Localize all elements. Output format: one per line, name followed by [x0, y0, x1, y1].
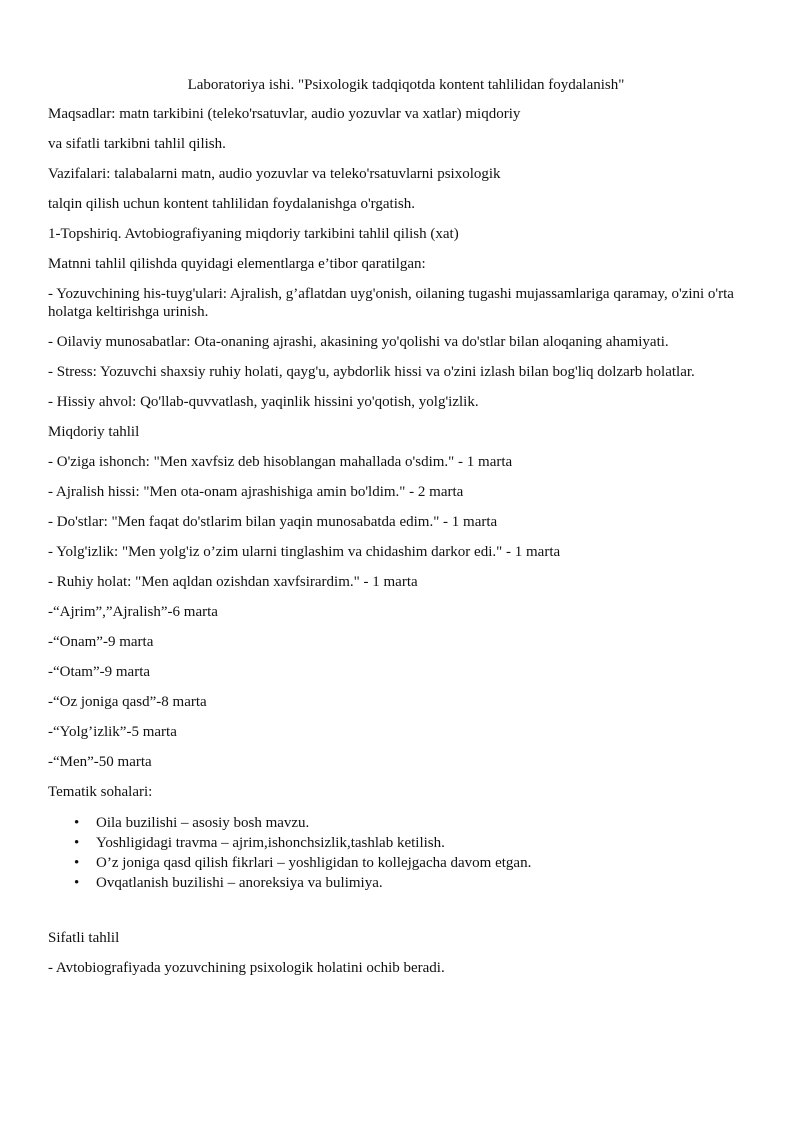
list-item	[48, 873, 764, 893]
list-item	[48, 833, 764, 853]
themes-list	[48, 813, 764, 893]
document-title: Laboratoriya ishi. "Psixologik tadqiqotda kontent tahlilidan foydalanish"	[187, 77, 625, 93]
element-family: - Oilaviy munosabatlar: Ota-onaning ajrashi, akasining yo'qolishi va do'stlar bilan aloqaning ahamiyati.	[48, 334, 669, 350]
quant-item: -“Oz joniga qasd”-8 marta	[48, 694, 207, 710]
tasks-line-2: talqin qilish uchun kontent tahlilidan foydalanishga o'rgatish.	[48, 196, 415, 212]
qual-heading: Sifatli tahlil	[48, 930, 120, 946]
assignment-heading: 1-Topshiriq. Avtobiografiyaning miqdoriy tarkibini tahlil qilish (xat)	[48, 226, 459, 242]
element-emotional-state: - Hissiy ahvol: Qo'llab-quvvatlash, yaqinlik hissini yo'qotish, yolg'izlik.	[48, 394, 479, 410]
element-stress: - Stress: Yozuvchi shaxsiy ruhiy holati, qayg'u, aybdorlik hissi va o'zini izlash bilan bog'liq dolzarb holatlar.	[48, 364, 695, 380]
bullet-icon: •	[74, 835, 80, 851]
goals-line-2: va sifatli tarkibni tahlil qilish.	[48, 136, 226, 152]
quant-item: -“Otam”-9 marta	[48, 664, 151, 680]
list-item	[48, 813, 764, 833]
bullet-icon: •	[74, 855, 80, 871]
quant-item: - O'ziga ishonch: "Men xavfsiz deb hisoblangan mahallada o'sdim." - 1 marta	[48, 454, 513, 470]
quant-item: - Yolg'izlik: "Men yolg'iz o’zim ularni tinglashim va chidashim darkor edi." - 1 marta	[48, 544, 561, 560]
goals-line-1: Maqsadlar: matn tarkibini (teleko'rsatuvlar, audio yozuvlar va xatlar) miqdoriy	[48, 106, 521, 122]
list-item	[48, 853, 764, 873]
quant-item: -“Onam”-9 marta	[48, 634, 154, 650]
theme-text: Yoshligidagi travma – ajrim,ishonchsizlik,tashlab ketilish.	[96, 835, 445, 851]
themes-heading: Tematik sohalari:	[48, 784, 153, 800]
elements-intro: Matnni tahlil qilishda quyidagi elementlarga e’tibor qaratilgan:	[48, 256, 426, 272]
quant-item: -“Men”-50 marta	[48, 754, 152, 770]
qual-item: - Avtobiografiyada yozuvchining psixologik holatini ochib beradi.	[48, 960, 445, 976]
quant-item: - Do'stlar: "Men faqat do'stlarim bilan yaqin munosabatda edim." - 1 marta	[48, 514, 498, 530]
theme-text: Oila buzilishi – asosiy bosh mavzu.	[96, 815, 310, 831]
theme-text: Ovqatlanish buzilishi – anoreksiya va bulimiya.	[96, 875, 383, 891]
document-body	[48, 76, 764, 989]
quant-item: -“Yolg’izlik”-5 marta	[48, 724, 177, 740]
quant-heading: Miqdoriy tahlil	[48, 424, 140, 440]
element-feelings: - Yozuvchining his-tuyg'ulari: Ajralish, g’aflatdan uyg'onish, oilaning tugashi mujassamlariga qaramay, o'zini o'rta holatga keltirishga urinish.	[48, 286, 734, 320]
spacer	[48, 893, 764, 929]
bullet-icon: •	[74, 875, 80, 891]
quant-item: - Ruhiy holat: "Men aqldan ozishdan xavfsirardim." - 1 marta	[48, 574, 418, 590]
tasks-line-1: Vazifalari: talabalarni matn, audio yozuvlar va teleko'rsatuvlarni psixologik	[48, 166, 501, 182]
quant-item: -“Ajrim”,”Ajralish”-6 marta	[48, 604, 218, 620]
quant-item: - Ajralish hissi: "Men ota-onam ajrashishiga amin bo'ldim." - 2 marta	[48, 484, 464, 500]
bullet-icon: •	[74, 815, 80, 831]
theme-text: O’z joniga qasd qilish fikrlari – yoshligidan to kollejgacha davom etgan.	[96, 855, 532, 871]
